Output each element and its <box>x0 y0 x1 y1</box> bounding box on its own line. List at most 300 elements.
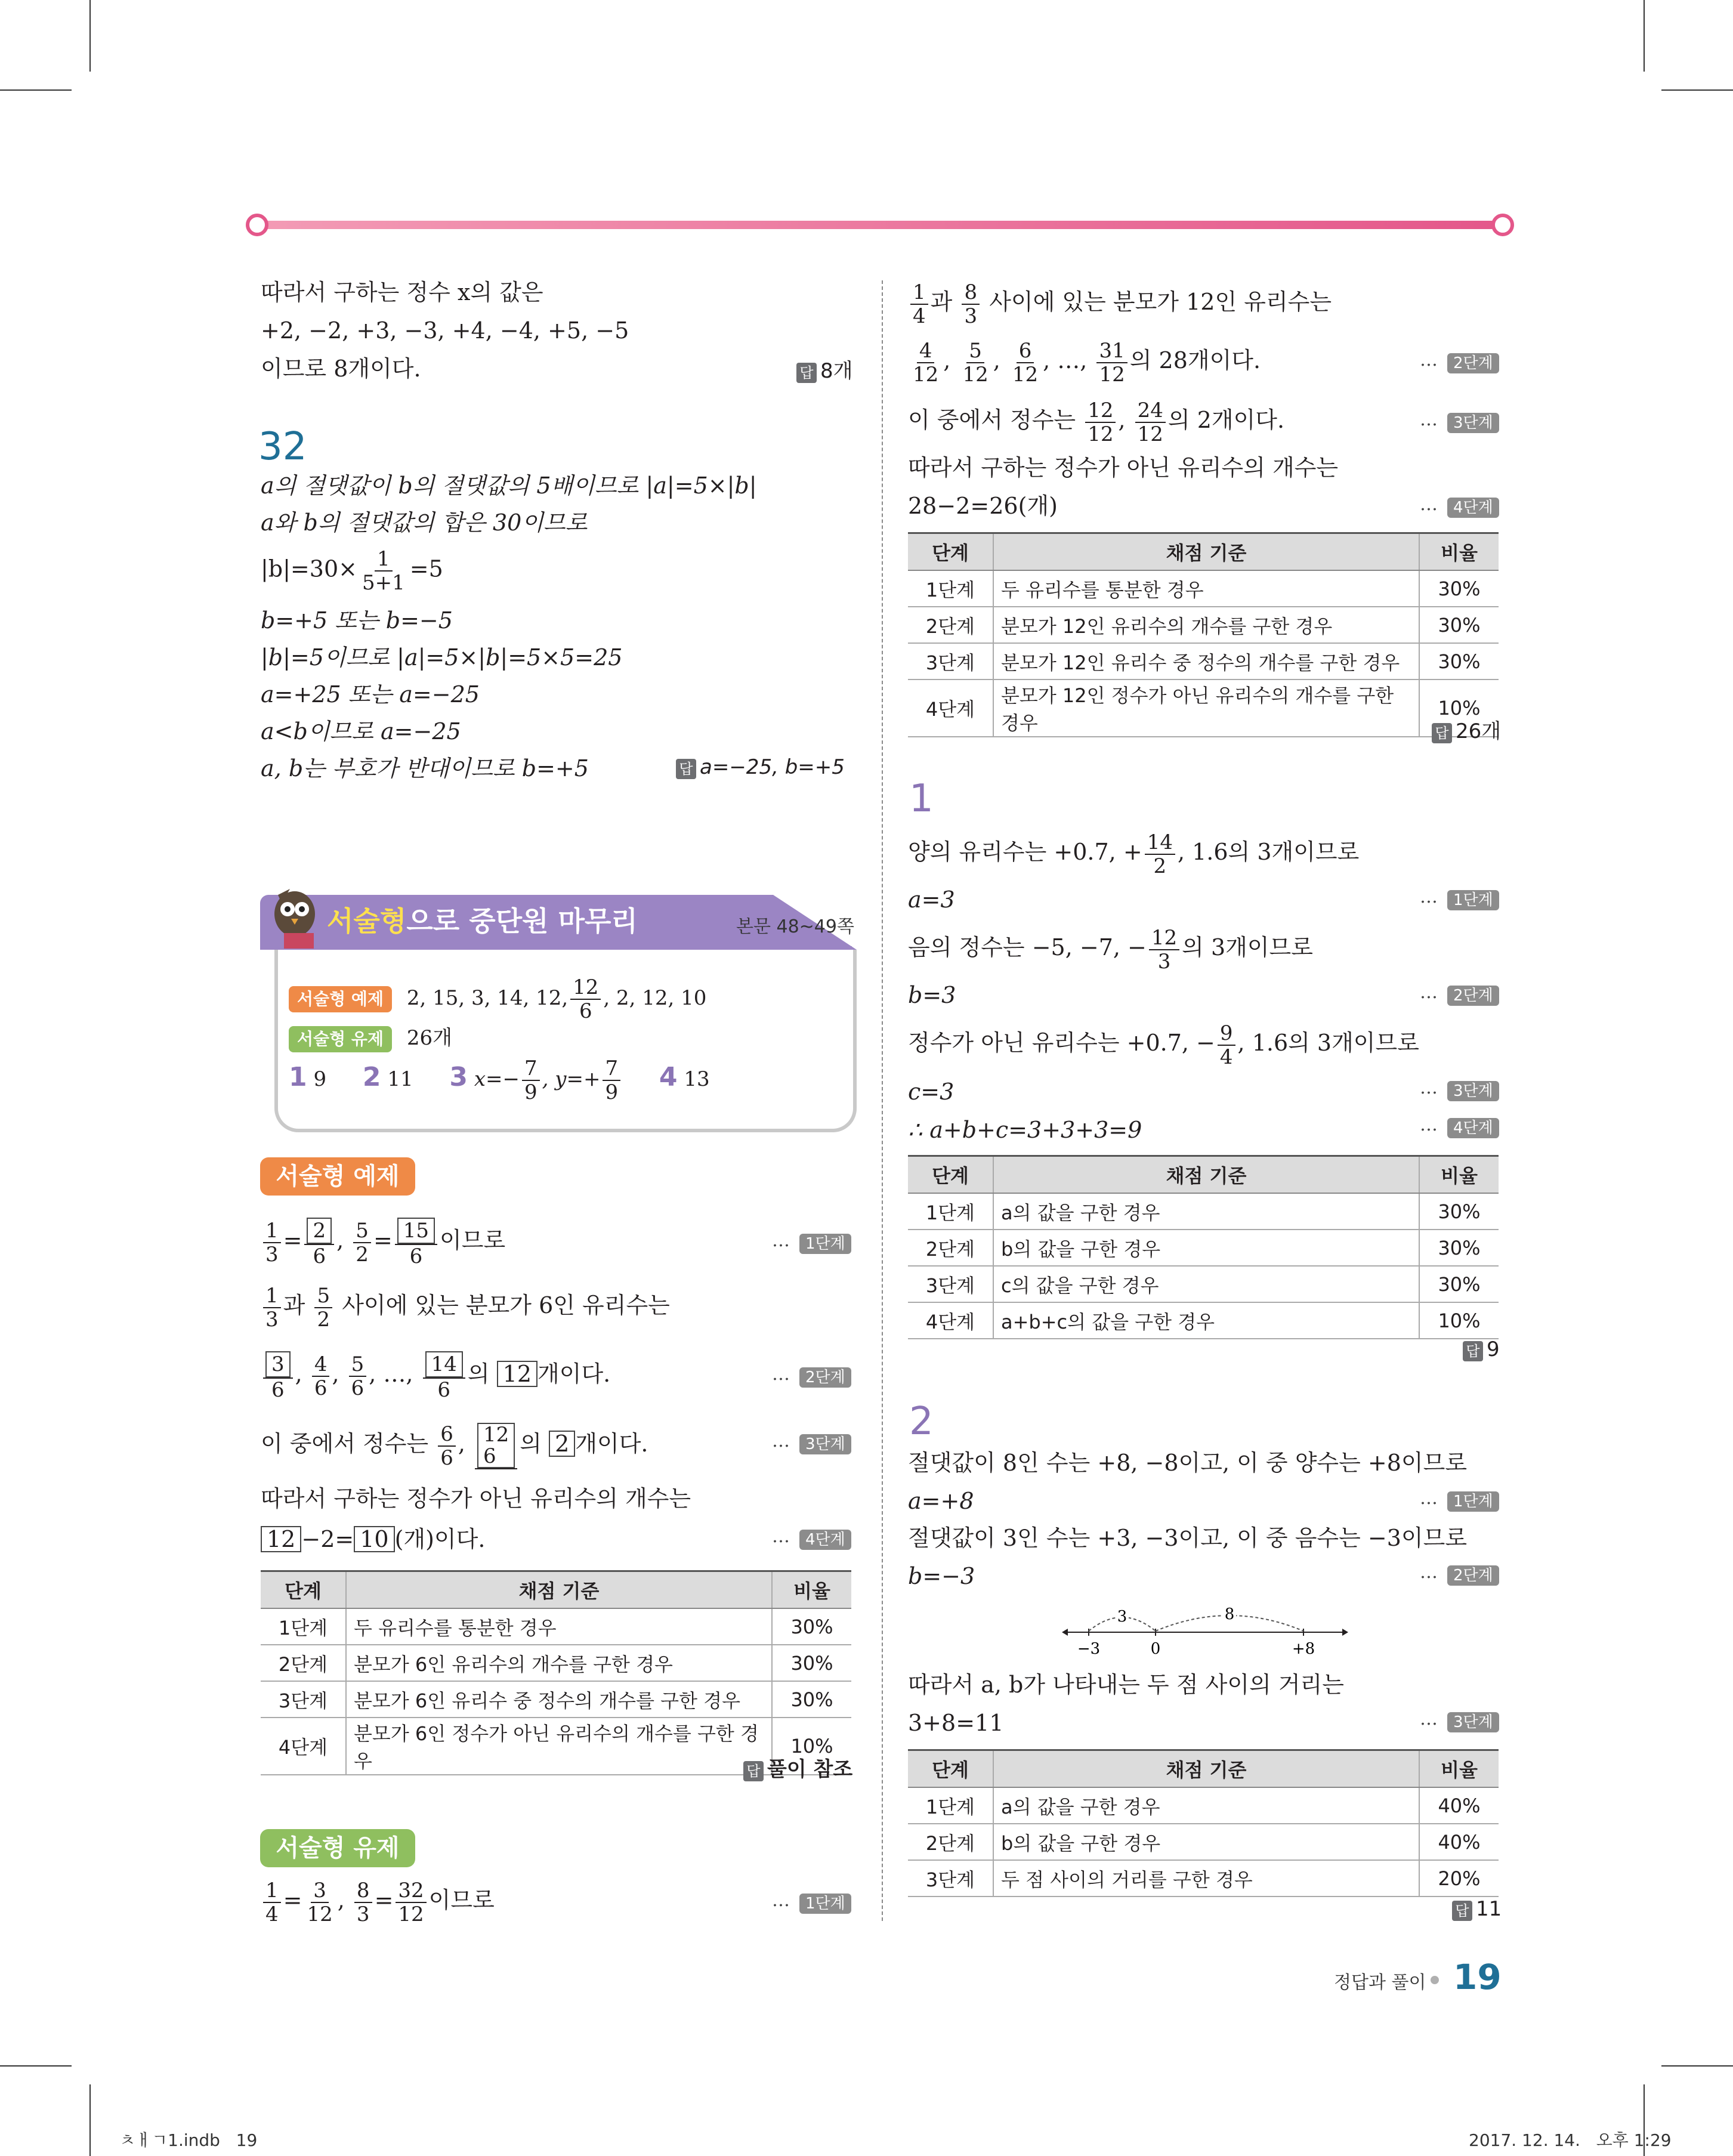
fraction <box>1135 399 1166 446</box>
summary-num: 2 <box>362 1062 381 1092</box>
table-cell: 30% <box>1419 1193 1499 1230</box>
fraction <box>263 1219 281 1266</box>
intro-line-2: +2, −2, +3, −3, +4, −4, +5, −5 <box>261 317 629 344</box>
table-cell: 10% <box>1419 679 1499 737</box>
example-l3-tail: 개이다. <box>537 1361 611 1387</box>
denominator: 4 <box>1219 1045 1233 1069</box>
answer-value: 26개 <box>1456 719 1502 743</box>
example-l4-head: 이 중에서 정수는 <box>261 1431 429 1457</box>
fraction <box>314 1284 332 1331</box>
denominator: 12 <box>307 1902 333 1926</box>
dots: … <box>772 1890 790 1911</box>
numerator: 9 <box>1218 1022 1235 1046</box>
example-line-6 <box>261 1525 485 1553</box>
table-cell: 2단계 <box>908 607 993 643</box>
dots: … <box>1420 409 1438 430</box>
table-row <box>908 1193 1499 1230</box>
denominator: 6 <box>351 1376 364 1400</box>
dots: … <box>772 1526 790 1547</box>
table-header: 비율 <box>1419 533 1499 571</box>
right-l3-head: 이 중에서 정수는 <box>908 407 1076 433</box>
answer-tag: 답 <box>796 363 817 383</box>
q32-line-8: a, b는 부호가 반대이므로 b=+5 <box>261 755 589 782</box>
example-l4-tail: 개이다. <box>575 1431 648 1457</box>
question-number: 1 <box>909 777 934 821</box>
blank-box: 12 6 <box>477 1423 515 1468</box>
table-cell: 1단계 <box>908 1193 993 1230</box>
grading-table-example <box>261 1570 851 1775</box>
answer-q32 <box>676 755 845 779</box>
q1-line-1 <box>908 828 1359 878</box>
table-row <box>261 1608 851 1645</box>
numerator: 7 <box>522 1057 540 1081</box>
q2-line-4: b=−3 <box>908 1563 975 1589</box>
q2-line-1: 절댓값이 8인 수는 +8, −8이고, 이 중 양수는 +8이므로 <box>908 1450 1468 1476</box>
numerator: 1 <box>263 1284 281 1308</box>
table-cell: 30% <box>772 1608 851 1645</box>
crop-mark <box>0 89 72 91</box>
denominator: 2 <box>356 1242 369 1267</box>
q1-line-4: b=3 <box>908 982 956 1008</box>
answer-yuje <box>1432 715 1501 744</box>
blank-box: 2 <box>307 1218 332 1244</box>
fraction <box>1145 831 1175 878</box>
example-line-1: $\frac{1}{3}$ = $\frac{2}{6}$ , $\frac{5}{2}$ = $\frac{15}{6}$ 이므로 <box>261 1207 505 1273</box>
answer-example <box>743 1753 852 1782</box>
numerator: 12 <box>1149 926 1179 950</box>
example-section-label: 서술형 예제 <box>260 1157 415 1196</box>
numerator: 6 <box>438 1423 456 1447</box>
denominator: 3 <box>1157 949 1171 974</box>
table-header: 채점 기준 <box>993 533 1419 571</box>
blank-box: 3 <box>265 1351 291 1377</box>
q1-l3-head: 음의 정수는 −5, −7, − <box>908 934 1147 960</box>
example-line-5: 따라서 구하는 정수가 아닌 유리수의 개수는 <box>261 1485 691 1512</box>
example-l3-mid: 의 <box>467 1361 490 1387</box>
table-cell: 분모가 6인 유리수의 개수를 구한 경우 <box>346 1645 772 1681</box>
numerator: 1 <box>375 548 393 572</box>
table-cell: 분모가 6인 정수가 아닌 유리수의 개수를 구한 경우 <box>346 1718 772 1775</box>
example-line-3: $\frac{3}{6}$ , $\frac{4}{6}$ , $\frac{5}{6}$ , …, $\frac{14}{6}$ 의 12 개이다. <box>261 1341 610 1407</box>
table-cell: 1단계 <box>908 570 993 607</box>
numerator: 1 <box>910 281 928 305</box>
example-l1-tail: 이므로 <box>440 1227 506 1253</box>
owl-mascot-icon <box>260 883 332 955</box>
numerator: 4 <box>917 339 935 363</box>
numerator: 5 <box>353 1219 371 1243</box>
print-file: ㅊㅐㄱ1.indb 19 <box>119 2130 258 2150</box>
fraction <box>304 1218 334 1268</box>
answer-q2 <box>1452 1897 1502 1921</box>
denominator: 3 <box>356 1902 370 1926</box>
summary-pages: 본문 48~49쪽 <box>736 916 854 937</box>
right-line-5: 28−2=26(개) <box>908 493 1058 519</box>
table-cell: b의 값을 구한 경우 <box>993 1824 1419 1860</box>
table-cell: 1단계 <box>261 1608 346 1645</box>
table-cell: 분모가 12인 유리수의 개수를 구한 경우 <box>993 607 1419 643</box>
q1-line-7: ∴ a+b+c=3+3+3=9 <box>908 1117 1142 1143</box>
tick-label: −3 <box>1077 1640 1101 1658</box>
q1-l1-tail: , 1.6의 3개이므로 <box>1177 839 1360 865</box>
dots: … <box>1420 1114 1438 1135</box>
example-l6-mid: −2= <box>301 1526 354 1552</box>
step-badge: 3단계 <box>1447 413 1499 433</box>
fraction <box>423 1351 465 1401</box>
numerator: 5 <box>966 339 984 363</box>
crop-mark <box>0 2065 72 2067</box>
denominator: 12 <box>1099 362 1125 387</box>
step-badge: 3단계 <box>799 1434 851 1454</box>
denominator: 9 <box>524 1080 537 1104</box>
table-cell: 2단계 <box>908 1824 993 1860</box>
example-badge: 서술형 예제 <box>289 986 392 1012</box>
dots: … <box>772 1364 790 1385</box>
answer-tag: 답 <box>1463 1341 1483 1361</box>
fraction <box>1096 339 1127 386</box>
summary-answers-row <box>289 1057 710 1104</box>
q1-l1-head: 양의 유리수는 +0.7, + <box>908 839 1142 865</box>
numerator: 12 <box>570 976 601 1000</box>
fraction <box>312 1353 330 1400</box>
summary-title <box>327 900 638 939</box>
denominator: 5+1 <box>362 571 405 595</box>
numerator <box>475 1423 517 1469</box>
table-row <box>908 643 1499 679</box>
right-line-1 <box>908 278 1332 328</box>
answer-intro <box>796 354 852 384</box>
intro-line-3: 이므로 8개이다. <box>261 356 421 382</box>
denominator: 12 <box>1137 422 1163 446</box>
table-header: 채점 기준 <box>346 1571 772 1609</box>
summary-ex-post: , 2, 12, 10 <box>603 986 707 1010</box>
blank-box: 14 <box>425 1351 463 1377</box>
example-l2-mid: 과 <box>283 1292 305 1318</box>
crop-mark <box>1661 2065 1733 2067</box>
denominator: 12 <box>913 362 939 387</box>
table-cell: 30% <box>1419 570 1499 607</box>
summary-num: 1 <box>289 1062 307 1092</box>
table-cell: 30% <box>1419 607 1499 643</box>
summary-a3-mid: , y=+ <box>542 1067 601 1091</box>
question-number: 32 <box>258 425 307 469</box>
numerator: 8 <box>354 1879 372 1903</box>
arc-label-8: 8 <box>1224 1605 1235 1623</box>
table-cell: a의 값을 구한 경우 <box>993 1193 1419 1230</box>
denominator: 6 <box>271 1377 285 1402</box>
table-header-row <box>261 1571 851 1609</box>
numerator <box>395 1218 437 1245</box>
intro-line-1: 따라서 구하는 정수 x의 값은 <box>261 279 543 305</box>
table-cell: 20% <box>1419 1860 1499 1896</box>
answer-value: 11 <box>1476 1897 1502 1921</box>
dots: … <box>1420 494 1438 515</box>
header-bar-dot-left <box>246 214 268 236</box>
numerator: 5 <box>349 1353 367 1377</box>
table-header: 단계 <box>908 533 993 571</box>
blank-box: 12 <box>497 1361 537 1387</box>
table-cell: 30% <box>1419 1230 1499 1266</box>
right-l1-tail: 사이에 있는 분모가 12인 유리수는 <box>989 289 1332 315</box>
table-row <box>908 679 1499 737</box>
crop-mark <box>89 0 91 72</box>
q32-line-5: |b|=5이므로 |a|=5×|b|=5×5=25 <box>261 644 623 671</box>
grading-table-yuje <box>908 532 1499 737</box>
q32-line-7: a<b이므로 a=−25 <box>261 718 461 745</box>
denominator: 3 <box>964 304 978 328</box>
answer-value: a=−25, b=+5 <box>700 755 845 779</box>
q32-l3a: |b|=30× <box>261 555 357 582</box>
fraction <box>354 1879 372 1926</box>
tick-label: 0 <box>1150 1640 1161 1658</box>
answer-value: 9 <box>1487 1338 1500 1361</box>
numerator: 14 <box>1145 831 1175 855</box>
denominator: 2 <box>317 1307 330 1332</box>
arrow-left-icon <box>1062 1629 1068 1636</box>
table-cell: 3단계 <box>908 1266 993 1302</box>
step-badge: 2단계 <box>1447 986 1499 1006</box>
yuje-l1-tail: 이므로 <box>428 1887 495 1913</box>
q32-l3b: =5 <box>409 555 443 582</box>
arc-label-3: 3 <box>1117 1608 1127 1626</box>
table-cell: 두 유리수를 통분한 경우 <box>993 570 1419 607</box>
answer-tag: 답 <box>1452 1901 1472 1921</box>
dots: … <box>1420 350 1438 370</box>
summary-val: 11 <box>387 1067 413 1091</box>
table-cell: a+b+c의 값을 구한 경우 <box>993 1302 1419 1339</box>
step-badge: 1단계 <box>1447 890 1499 910</box>
column-divider <box>882 280 883 1921</box>
fraction <box>910 281 928 328</box>
numerator: 7 <box>603 1057 620 1081</box>
table-cell: 3단계 <box>908 643 993 679</box>
table-row <box>908 607 1499 643</box>
table-row <box>908 1302 1499 1339</box>
q1-line-5 <box>908 1019 1419 1068</box>
step-badge: 2단계 <box>799 1367 851 1388</box>
right-line-3: 이 중에서 정수는 $\frac{12}{12}$ , $\frac{24}{12}$ 의 2개이다. <box>908 398 1285 446</box>
denominator: 12 <box>398 1902 424 1926</box>
q32-line-1: a의 절댓값이 b의 절댓값의 5배이므로 |a|=5×|b| <box>261 472 757 499</box>
table-header: 단계 <box>908 1156 993 1194</box>
table-header: 단계 <box>908 1750 993 1788</box>
arrow-right-icon <box>1342 1629 1348 1636</box>
table-cell: 3단계 <box>261 1681 346 1718</box>
table-cell: 2단계 <box>908 1230 993 1266</box>
table-header-row <box>908 1750 1499 1788</box>
step-badge: 3단계 <box>1447 1712 1499 1732</box>
right-line-4: 따라서 구하는 정수가 아닌 유리수의 개수는 <box>908 455 1339 481</box>
q1-line-6: c=3 <box>908 1079 954 1105</box>
fraction <box>263 1351 293 1401</box>
summary-num: 4 <box>659 1062 678 1092</box>
summary-val: 9 <box>313 1067 327 1091</box>
q1-l5-tail: , 1.6의 3개이므로 <box>1237 1030 1419 1056</box>
dots: … <box>772 1230 790 1251</box>
table-cell: 4단계 <box>908 679 993 737</box>
right-line-2: $\frac{4}{12}$ , $\frac{5}{12}$ , $\frac{6}{12}$ , …, $\frac{31}{12}$ 의 28개이다. <box>908 336 1261 386</box>
table-cell: 1단계 <box>908 1787 993 1824</box>
denominator: 4 <box>265 1902 279 1926</box>
print-timestamp: 2017. 12. 14. 오후 1:29 <box>1469 2130 1672 2150</box>
fraction <box>438 1423 456 1469</box>
numerator: 8 <box>962 281 980 305</box>
table-row <box>908 1787 1499 1824</box>
summary-example-row <box>289 976 706 1023</box>
table-header: 채점 기준 <box>993 1750 1419 1788</box>
q32-line-3 <box>261 548 443 594</box>
table-row <box>908 1230 1499 1266</box>
numerator: 24 <box>1135 399 1166 423</box>
table-header-row <box>908 1156 1499 1194</box>
numerator: 31 <box>1096 339 1127 363</box>
tick-label: +8 <box>1292 1640 1315 1658</box>
q2-line-2: a=+8 <box>908 1488 974 1514</box>
denominator: 9 <box>605 1080 619 1104</box>
table-cell: c의 값을 구한 경우 <box>993 1266 1419 1302</box>
summary-num: 3 <box>449 1062 468 1092</box>
fraction <box>349 1353 367 1400</box>
table-cell: 40% <box>1419 1787 1499 1824</box>
numerator: 6 <box>1017 339 1034 363</box>
denominator: 12 <box>1088 422 1114 446</box>
numerator: 1 <box>263 1879 281 1903</box>
denominator: 12 <box>962 362 988 387</box>
step-badge: 2단계 <box>1447 1565 1499 1586</box>
table-cell: 분모가 12인 정수가 아닌 유리수의 개수를 구한 경우 <box>993 679 1419 737</box>
denominator: 6 <box>409 1244 423 1268</box>
question-number: 2 <box>909 1400 934 1444</box>
table-cell: 30% <box>772 1681 851 1718</box>
footer-section: 정답과 풀이 <box>1334 1972 1426 1993</box>
table-row <box>261 1681 851 1718</box>
right-l2-tail: 의 28개이다. <box>1129 347 1261 373</box>
numerator: 32 <box>396 1879 426 1903</box>
q2-line-6: 3+8=11 <box>908 1710 1004 1736</box>
example-line-2 <box>261 1281 670 1331</box>
step-badge: 4단계 <box>1447 498 1499 518</box>
fraction <box>1218 1022 1235 1068</box>
denominator: 12 <box>1012 362 1039 387</box>
blank-box: 2 <box>549 1431 575 1457</box>
fraction <box>1085 399 1116 446</box>
denominator: 2 <box>1153 854 1167 878</box>
q1-line-3 <box>908 923 1313 973</box>
table-cell: 10% <box>1419 1302 1499 1339</box>
q32-line-2: a와 b의 절댓값의 합은 30이므로 <box>261 509 588 536</box>
numerator: 3 <box>311 1879 329 1903</box>
fraction <box>570 976 601 1023</box>
fraction <box>522 1057 540 1104</box>
example-line-4: 이 중에서 정수는 $\frac{6}{6}$ , 12 6 의 2 개이다. <box>261 1422 648 1470</box>
summary-a3-pre: x=− <box>474 1067 520 1091</box>
denominator: 3 <box>265 1242 279 1267</box>
fraction <box>395 1218 437 1268</box>
table-header: 비율 <box>772 1571 851 1609</box>
table-row <box>908 1266 1499 1302</box>
table-cell: 30% <box>1419 1266 1499 1302</box>
denominator: 6 <box>579 999 592 1023</box>
summary-val: 13 <box>684 1067 710 1091</box>
dots: … <box>1420 1562 1438 1583</box>
q1-line-2: a=3 <box>908 887 955 913</box>
denominator: 6 <box>313 1244 326 1268</box>
denominator: 3 <box>265 1307 279 1332</box>
step-badge: 4단계 <box>1447 1118 1499 1138</box>
table-cell: 40% <box>1419 1824 1499 1860</box>
q1-l5-head: 정수가 아닌 유리수는 +0.7, − <box>908 1030 1215 1056</box>
answer-value: 8개 <box>820 359 853 383</box>
summary-yuje-row <box>289 1021 452 1052</box>
table-cell: 2단계 <box>261 1645 346 1681</box>
example-l4-mid: 의 <box>520 1431 542 1457</box>
table-row <box>908 1860 1499 1896</box>
dots: … <box>1420 1709 1438 1729</box>
header-bar <box>257 221 1503 229</box>
yuje-badge: 서술형 유제 <box>289 1026 392 1052</box>
summary-title-highlight: 서술형 <box>327 905 407 937</box>
table-cell: 4단계 <box>261 1718 346 1775</box>
fraction <box>360 548 407 594</box>
numerator <box>304 1218 334 1245</box>
fraction <box>263 1284 281 1331</box>
step-badge: 1단계 <box>1447 1491 1499 1512</box>
numerator: 5 <box>314 1284 332 1308</box>
table-cell: 두 유리수를 통분한 경우 <box>346 1608 772 1645</box>
yuje-line-1: $\frac{1}{4}$ = $\frac{3}{12}$ , $\frac{8}{3}$ = $\frac{32}{12}$ 이므로 <box>261 1873 495 1927</box>
table-cell: 4단계 <box>908 1302 993 1339</box>
blank-box: 10 <box>354 1526 394 1552</box>
numerator: 1 <box>263 1219 281 1243</box>
table-row <box>261 1645 851 1681</box>
page-number: 19 <box>1453 1957 1502 1997</box>
table-cell: b의 값을 구한 경우 <box>993 1230 1419 1266</box>
denominator: 6 <box>440 1445 453 1470</box>
numerator <box>423 1351 465 1379</box>
dots: … <box>772 1431 790 1451</box>
fraction <box>1149 926 1179 973</box>
header-bar-dot-right <box>1491 214 1514 236</box>
dots: … <box>1420 1488 1438 1509</box>
table-cell: 분모가 6인 유리수 중 정수의 개수를 구한 경우 <box>346 1681 772 1718</box>
table-header: 비율 <box>1419 1156 1499 1194</box>
blank-box: 15 <box>397 1218 435 1244</box>
footer-dot <box>1431 1976 1439 1984</box>
q2-line-3: 절댓값이 3인 수는 +3, −3이고, 이 중 음수는 −3이므로 <box>908 1525 1468 1551</box>
summary-ex-pre: 2, 15, 3, 14, 12, <box>406 986 569 1010</box>
q2-line-5: 따라서 a, b가 나타내는 두 점 사이의 거리는 <box>908 1672 1344 1698</box>
table-cell: 두 점 사이의 거리를 구한 경우 <box>993 1860 1419 1896</box>
answer-q1 <box>1463 1338 1500 1361</box>
fraction <box>396 1879 426 1926</box>
table-cell: 30% <box>772 1645 851 1681</box>
grading-table-q1 <box>908 1155 1499 1339</box>
table-row <box>908 570 1499 607</box>
table-cell: a의 값을 구한 경우 <box>993 1787 1419 1824</box>
crop-mark <box>1661 89 1733 91</box>
table-row <box>908 1824 1499 1860</box>
denominator: 6 <box>437 1377 451 1402</box>
summary-yuje-value: 26개 <box>406 1026 452 1050</box>
denominator: 4 <box>913 304 926 328</box>
fraction <box>1010 339 1040 386</box>
fraction <box>962 281 980 328</box>
table-cell: 30% <box>1419 643 1499 679</box>
denominator: 6 <box>314 1376 328 1400</box>
step-badge: 2단계 <box>1447 353 1499 373</box>
table-header-row <box>908 533 1499 571</box>
fraction <box>910 339 941 386</box>
crop-mark <box>89 2084 91 2156</box>
